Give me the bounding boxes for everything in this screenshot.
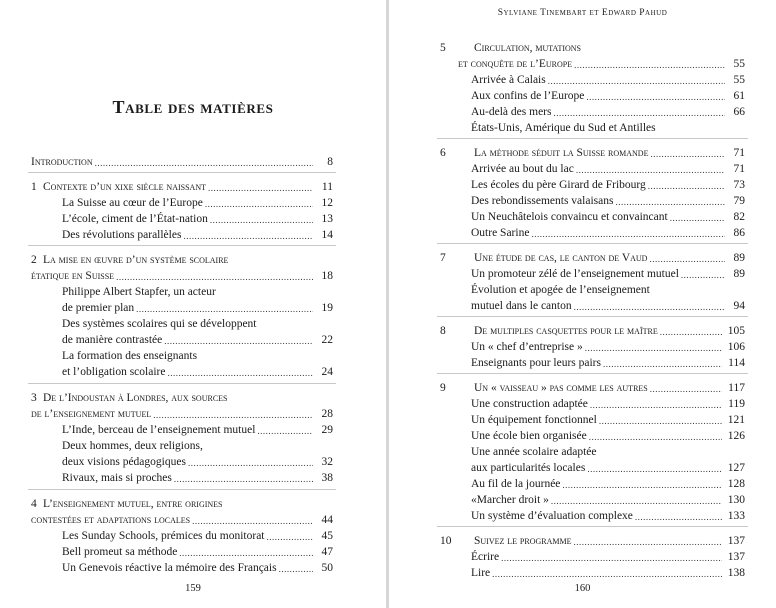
toc-chapter-entry [31,406,333,421]
leader-dots [613,196,725,208]
toc-chapter-entry [440,323,745,338]
toc-section-entry [471,177,745,192]
leader-dots [93,157,313,169]
leader-dots [165,367,313,379]
leader-dots [668,212,725,224]
toc-section-entry [62,422,333,437]
toc-chapter-entry [31,154,333,169]
toc-section-entry [471,444,745,459]
section-title: Deux hommes, deux religions, [62,440,203,452]
section-title: Un « chef d’entreprise » [471,341,583,353]
section-title: Une école bien organisée [471,430,587,442]
chapter-number: 1 [31,181,37,193]
leader-dots [679,269,725,281]
chapter-title: De l’Indoustan à Londres, aux sources [43,392,228,404]
page-ref: 38 [321,472,333,484]
toc-chapter-entry [31,496,333,511]
page-ref: 14 [321,229,333,241]
toc-section-entry [62,364,333,379]
toc-section-entry [471,492,745,507]
toc-section-entry [471,209,745,224]
toc-section-entry [471,72,745,87]
toc-section-entry [62,528,333,543]
chapter-title: Une étude de cas, le canton de Vaud [474,252,648,264]
leader-dots [134,303,313,315]
toc-section-entry [471,549,745,564]
page-ref: 18 [321,270,333,282]
chapter-number: 9 [440,382,446,394]
leader-dots [255,425,313,437]
leader-dots [560,479,721,491]
leader-dots [571,536,721,548]
page-ref: 19 [321,302,333,314]
toc-section-entry [471,88,745,103]
leader-dots [648,148,725,160]
toc-section-entry [471,476,745,491]
page-ref: 114 [728,357,745,369]
chapter-number: 7 [440,252,446,264]
leader-dots [151,409,313,421]
leader-dots [648,383,722,395]
section-title: Évolution et apogée de l’enseignement [471,284,650,296]
chapter-title: Circulation, mutations [474,42,581,54]
section-title: Des révolutions parallèles [62,229,182,241]
section-title: et l’obligation scolaire [62,366,166,378]
page-ref: 137 [727,551,745,563]
page-ref: 13 [321,213,333,225]
page-ref: 55 [733,74,745,86]
leader-dots [646,180,725,192]
right-page [389,0,776,608]
chapter-title: Introduction [31,156,93,168]
toc-section-entry [471,412,745,427]
toc-title: Table des matières [112,97,274,117]
leader-dots [499,552,722,564]
toc-section-entry [471,282,745,297]
toc-section-entry [62,227,333,242]
page-ref: 50 [321,562,333,574]
section-separator [437,316,748,317]
page-ref: 130 [727,494,745,506]
leader-dots [172,473,313,485]
toc-chapter-entry [440,40,745,55]
leader-dots [633,511,722,523]
toc-section-entry [62,470,333,485]
toc-chapter-entry [440,380,745,395]
leader-dots [529,228,725,240]
leader-dots [549,495,722,507]
page-ref: 106 [727,341,745,353]
page-number-left: 159 [185,583,201,594]
toc-section-entry [62,332,333,347]
section-title: Les écoles du père Girard de Fribourg [471,179,646,191]
leader-dots [584,91,725,103]
chapter-number: 8 [440,325,446,337]
leader-dots [190,515,313,527]
toc-section-entry [471,396,745,411]
toc-section-entry [471,104,745,119]
toc-section-entry [471,298,745,313]
leader-dots [647,253,725,265]
leader-dots [546,75,725,87]
page-ref: 79 [733,195,745,207]
toc-section-entry [471,225,745,240]
page-ref: 11 [321,181,333,193]
section-title: Lire [471,567,491,579]
page-ref: 55 [733,58,745,70]
page-ref: 66 [733,106,745,118]
toc-section-entry [471,266,745,281]
section-title: L’école, ciment de l’État-nation [62,213,208,225]
section-title: Au fil de la journée [471,478,561,490]
toc-chapter-entry [31,268,333,283]
page-ref: 73 [733,179,745,191]
toc-section-entry [471,355,745,370]
section-separator [437,526,748,527]
section-title: Arrivée à Calais [471,74,546,86]
leader-dots [658,326,722,338]
section-title: aux particularités locales [471,462,586,474]
page-ref: 138 [727,567,745,579]
page-ref: 29 [321,424,333,436]
toc-section-entry [62,211,333,226]
page-ref: 119 [728,398,745,410]
page-ref: 94 [733,300,745,312]
toc-section-entry [62,348,333,363]
leader-dots [583,342,722,354]
toc-chapter-entry [31,512,333,527]
leader-dots [585,463,721,475]
toc-section-entry [62,195,333,210]
section-title: Un promoteur zélé de l’enseignement mutuel [471,268,679,280]
toc-section-entry [62,544,333,559]
section-title: Philippe Albert Stapfer, un acteur [62,286,216,298]
chapter-title: et conquête de l’Europe [458,58,573,70]
page-ref: 61 [733,90,745,102]
page-ref: 44 [321,514,333,526]
toc-chapter-entry [31,252,333,267]
chapter-title: La mise en œuvre d’un système scolaire [43,254,229,266]
leader-dots [265,531,314,543]
toc-section-entry [471,339,745,354]
section-separator [437,138,748,139]
page-ref: 86 [733,227,745,239]
section-title: Arrivée au bout du lac [471,163,574,175]
section-title: Rivaux, mais si proches [62,472,172,484]
toc-section-entry [471,428,745,443]
chapter-title: Un « vaisseau » pas comme les autres [474,382,648,394]
section-title: de premier plan [62,302,135,314]
toc-section-entry [471,193,745,208]
section-title: Un équipement fonctionnel [471,414,597,426]
section-title: Écrire [471,551,500,563]
leader-dots [162,335,313,347]
page-ref: 82 [733,211,745,223]
section-title: mutuel dans le canton [471,300,572,312]
page-ref: 133 [727,510,745,522]
page-ref: 137 [727,535,745,547]
section-separator [28,172,336,173]
toc-section-entry [471,120,745,135]
chapter-number: 3 [31,392,37,404]
section-separator [437,373,748,374]
chapter-title: De multiples casquettes pour le maître [474,325,658,337]
chapter-title: Contexte d’un xixe siècle naissant [43,181,206,193]
leader-dots [208,214,313,226]
section-title: de manière contrastée [62,334,163,346]
leader-dots [181,230,313,242]
section-title: Outre Sarine [471,227,530,239]
toc-section-entry [62,284,333,299]
page-ref: 47 [321,546,333,558]
leader-dots [203,198,313,210]
section-separator [28,383,336,384]
section-title: Un Genevois réactive la mémoire des Français [62,562,277,574]
section-title: Un Neuchâtelois convaincu et convaincant [471,211,668,223]
toc-chapter-entry [440,250,745,265]
section-title: Enseignants pour leurs pairs [471,357,601,369]
section-title: Une année scolaire adaptée [471,446,597,458]
chapter-number: 5 [440,42,446,54]
section-title: Au-delà des mers [471,106,552,118]
chapter-title: La méthode séduit la Suisse romande [474,147,649,159]
chapter-title: étatique en Suisse [31,270,115,282]
leader-dots [574,164,725,176]
section-title: L’Inde, berceau de l’enseignement mutuel [62,424,256,436]
toc-section-entry [471,161,745,176]
section-title: Bell promeut sa méthode [62,546,178,558]
toc-chapter-entry [31,179,333,194]
page-ref: 12 [321,197,333,209]
page-ref: 24 [321,366,333,378]
chapter-title: L’enseignement mutuel, entre origines [43,498,223,510]
toc-chapter-entry [440,533,745,548]
section-title: Les Sunday Schools, prémices du monitorat [62,530,265,542]
section-title: Des rebondissements valaisans [471,195,614,207]
section-title: La formation des enseignants [62,350,198,362]
toc-section-entry [62,454,333,469]
section-title: Une construction adaptée [471,398,588,410]
leader-dots [490,568,722,580]
section-title: Un système d’évaluation complexe [471,510,633,522]
section-separator [28,245,336,246]
toc-section-entry [62,438,333,453]
chapter-title: de l’enseignement mutuel [31,408,152,420]
section-separator [28,489,336,490]
page-ref: 22 [321,334,333,346]
toc-chapter-entry [31,390,333,405]
page-ref: 89 [733,268,745,280]
leader-dots [588,399,722,411]
toc-section-entry [62,560,333,575]
leader-dots [587,431,722,443]
page-ref: 71 [733,163,745,175]
toc-chapter-entry [440,145,745,160]
leader-dots [186,457,313,469]
chapter-title: Suivez le programme [474,535,572,547]
toc-section-entry [471,565,745,580]
leader-dots [601,358,722,370]
chapter-number: 4 [31,498,37,510]
page-ref: 117 [728,382,745,394]
toc-section-entry [471,508,745,523]
toc-chapter-entry [458,56,745,71]
page-ref: 128 [727,478,745,490]
page-ref: 126 [727,430,745,442]
chapter-number: 10 [440,535,452,547]
page-ref: 8 [327,156,333,168]
page-ref: 32 [321,456,333,468]
toc-section-entry [62,300,333,315]
page-ref: 45 [321,530,333,542]
page-ref: 127 [727,462,745,474]
section-title: deux visions pédagogiques [62,456,186,468]
chapter-number: 6 [440,147,446,159]
leader-dots [597,415,722,427]
running-head: Sylviane Tinembart et Edward Pahud [497,8,668,18]
page-number-right: 160 [574,583,591,594]
leader-dots [572,301,725,313]
page-ref: 28 [321,408,333,420]
toc-section-entry [62,316,333,331]
page-ref: 121 [727,414,745,426]
section-title: La Suisse au cœur de l’Europe [62,197,203,209]
page-ref: 105 [727,325,745,337]
toc-section-entry [471,460,745,475]
left-page [0,0,386,608]
chapter-number: 2 [31,254,37,266]
page-ref: 71 [733,147,745,159]
section-title: États-Unis, Amérique du Sud et Antilles [471,122,656,134]
section-separator [437,243,748,244]
section-title: Des systèmes scolaires qui se développent [62,318,257,330]
section-title: «Marcher droit » [471,494,549,506]
leader-dots [114,271,313,283]
leader-dots [177,547,313,559]
page-ref: 89 [733,252,745,264]
leader-dots [277,563,313,575]
section-title: Aux confins de l’Europe [471,90,585,102]
leader-dots [572,59,725,71]
leader-dots [206,182,313,194]
leader-dots [551,107,725,119]
chapter-title: contestées et adaptations locales [31,514,191,526]
